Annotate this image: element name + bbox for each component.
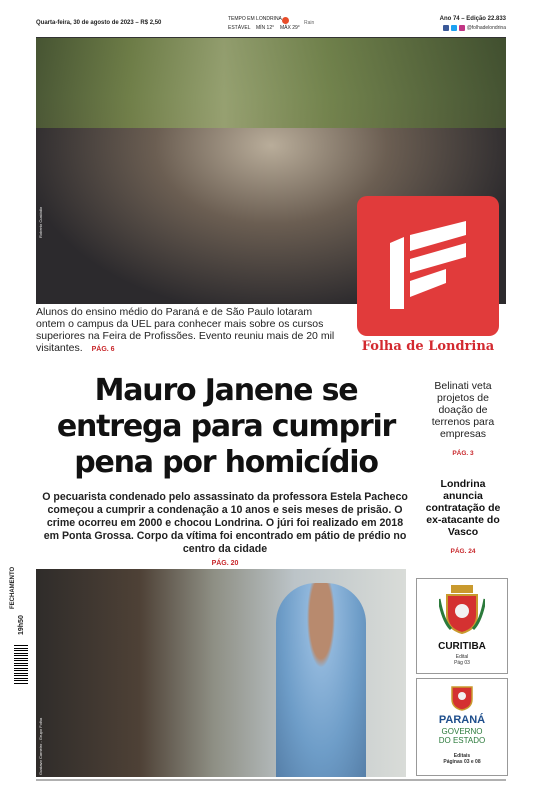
side-story-londrina[interactable] xyxy=(420,478,506,558)
edition-number: Ano 74 – Edição 22.833 xyxy=(439,16,506,22)
ad-curitiba-name: CURITIBA xyxy=(438,641,486,652)
weather-box xyxy=(228,16,348,34)
photo-janene xyxy=(36,569,406,777)
masthead-bar xyxy=(36,16,506,36)
curitiba-crest-icon xyxy=(439,585,485,635)
social-handle[interactable]: @folhadelondrina xyxy=(466,25,506,31)
photo-credit: Gustavo Carneiro - Grupo Folha xyxy=(38,717,43,775)
ad-parana-gov1: GOVERNO xyxy=(441,727,483,736)
twitter-icon[interactable] xyxy=(451,25,457,31)
side-story-text: Belinati veta projetos de doação de terrenos para empresas xyxy=(431,380,495,440)
weather-title: TEMPO EM LONDRINA xyxy=(228,16,282,22)
ad-parana-line1: Editais xyxy=(453,753,471,759)
side-story-text: Londrina anuncia contratação de ex-atacante do Vasco xyxy=(425,478,501,538)
ad-parana-line2: Páginas 03 e 08 xyxy=(443,759,481,765)
ad-parana-gov2: DO ESTADO xyxy=(438,736,486,745)
caption-page-ref[interactable]: PÁG. 6 xyxy=(91,346,115,353)
headline-lead xyxy=(38,491,412,570)
parana-crest-icon xyxy=(450,683,474,711)
side-story-belinati[interactable] xyxy=(420,380,506,460)
ad-parana[interactable] xyxy=(416,678,508,776)
weather-condition: ESTÁVEL xyxy=(228,25,251,31)
closing-label: FECHAMENTO xyxy=(10,566,16,609)
photo-caption xyxy=(36,306,336,356)
caption-text: Alunos do ensino médio do Paraná e de São Paulo lotaram ontem o campus da UEL para conhecer mais sobre os cursos superiores na Feira de Profissões. Evento reuniu mais de 20 mil visitantes. xyxy=(36,306,335,354)
ad-curitiba[interactable] xyxy=(416,578,508,674)
left-strip xyxy=(10,545,30,775)
weather-min: MÍN 12° xyxy=(256,25,275,31)
issue-date: Quarta-feira, 30 de agosto de 2023 – R$ 2,50 xyxy=(36,20,162,26)
barcode xyxy=(14,645,28,685)
side-story-page-ref[interactable]: PÁG. 24 xyxy=(450,548,476,555)
sun-icon xyxy=(282,17,289,24)
lead-text: O pecuarista condenado pelo assassinato da professora Estela Pacheco começou a cumprir a condenação a 10 anos e seis meses de prisão. O crime ocorreu em 2000 e chocou Londrina. O júri foi realizado em 2018 em Ponta Grossa. Corpo da vítima foi encontrado em pátio de prédio no centro da cidade xyxy=(42,491,408,555)
ad-parana-name: PARANÁ xyxy=(438,714,486,726)
photo-credit: Roberto Custódio xyxy=(38,206,43,238)
folha-logo xyxy=(357,196,499,336)
bottom-divider xyxy=(36,779,506,781)
social-links[interactable] xyxy=(443,25,506,31)
ad-curitiba-line1: Edital xyxy=(455,654,469,660)
lead-page-ref[interactable]: PÁG. 20 xyxy=(211,560,239,567)
closing-time: 19h50 xyxy=(18,615,25,635)
main-headline[interactable]: Mauro Janene se entrega para cumprir pena por homicídio xyxy=(56,373,396,480)
folha-logo-icon xyxy=(390,221,466,309)
photo-man xyxy=(276,583,366,777)
weather-max: MÁX 29° xyxy=(280,25,300,31)
ad-curitiba-line2: Pág 03 xyxy=(454,660,470,666)
facebook-icon[interactable] xyxy=(443,25,449,31)
instagram-icon[interactable] xyxy=(459,25,465,31)
brand-name: Folha de Londrina xyxy=(361,339,495,354)
side-story-page-ref[interactable]: PÁG. 3 xyxy=(452,450,474,457)
weather-extra: Rain xyxy=(304,20,315,26)
